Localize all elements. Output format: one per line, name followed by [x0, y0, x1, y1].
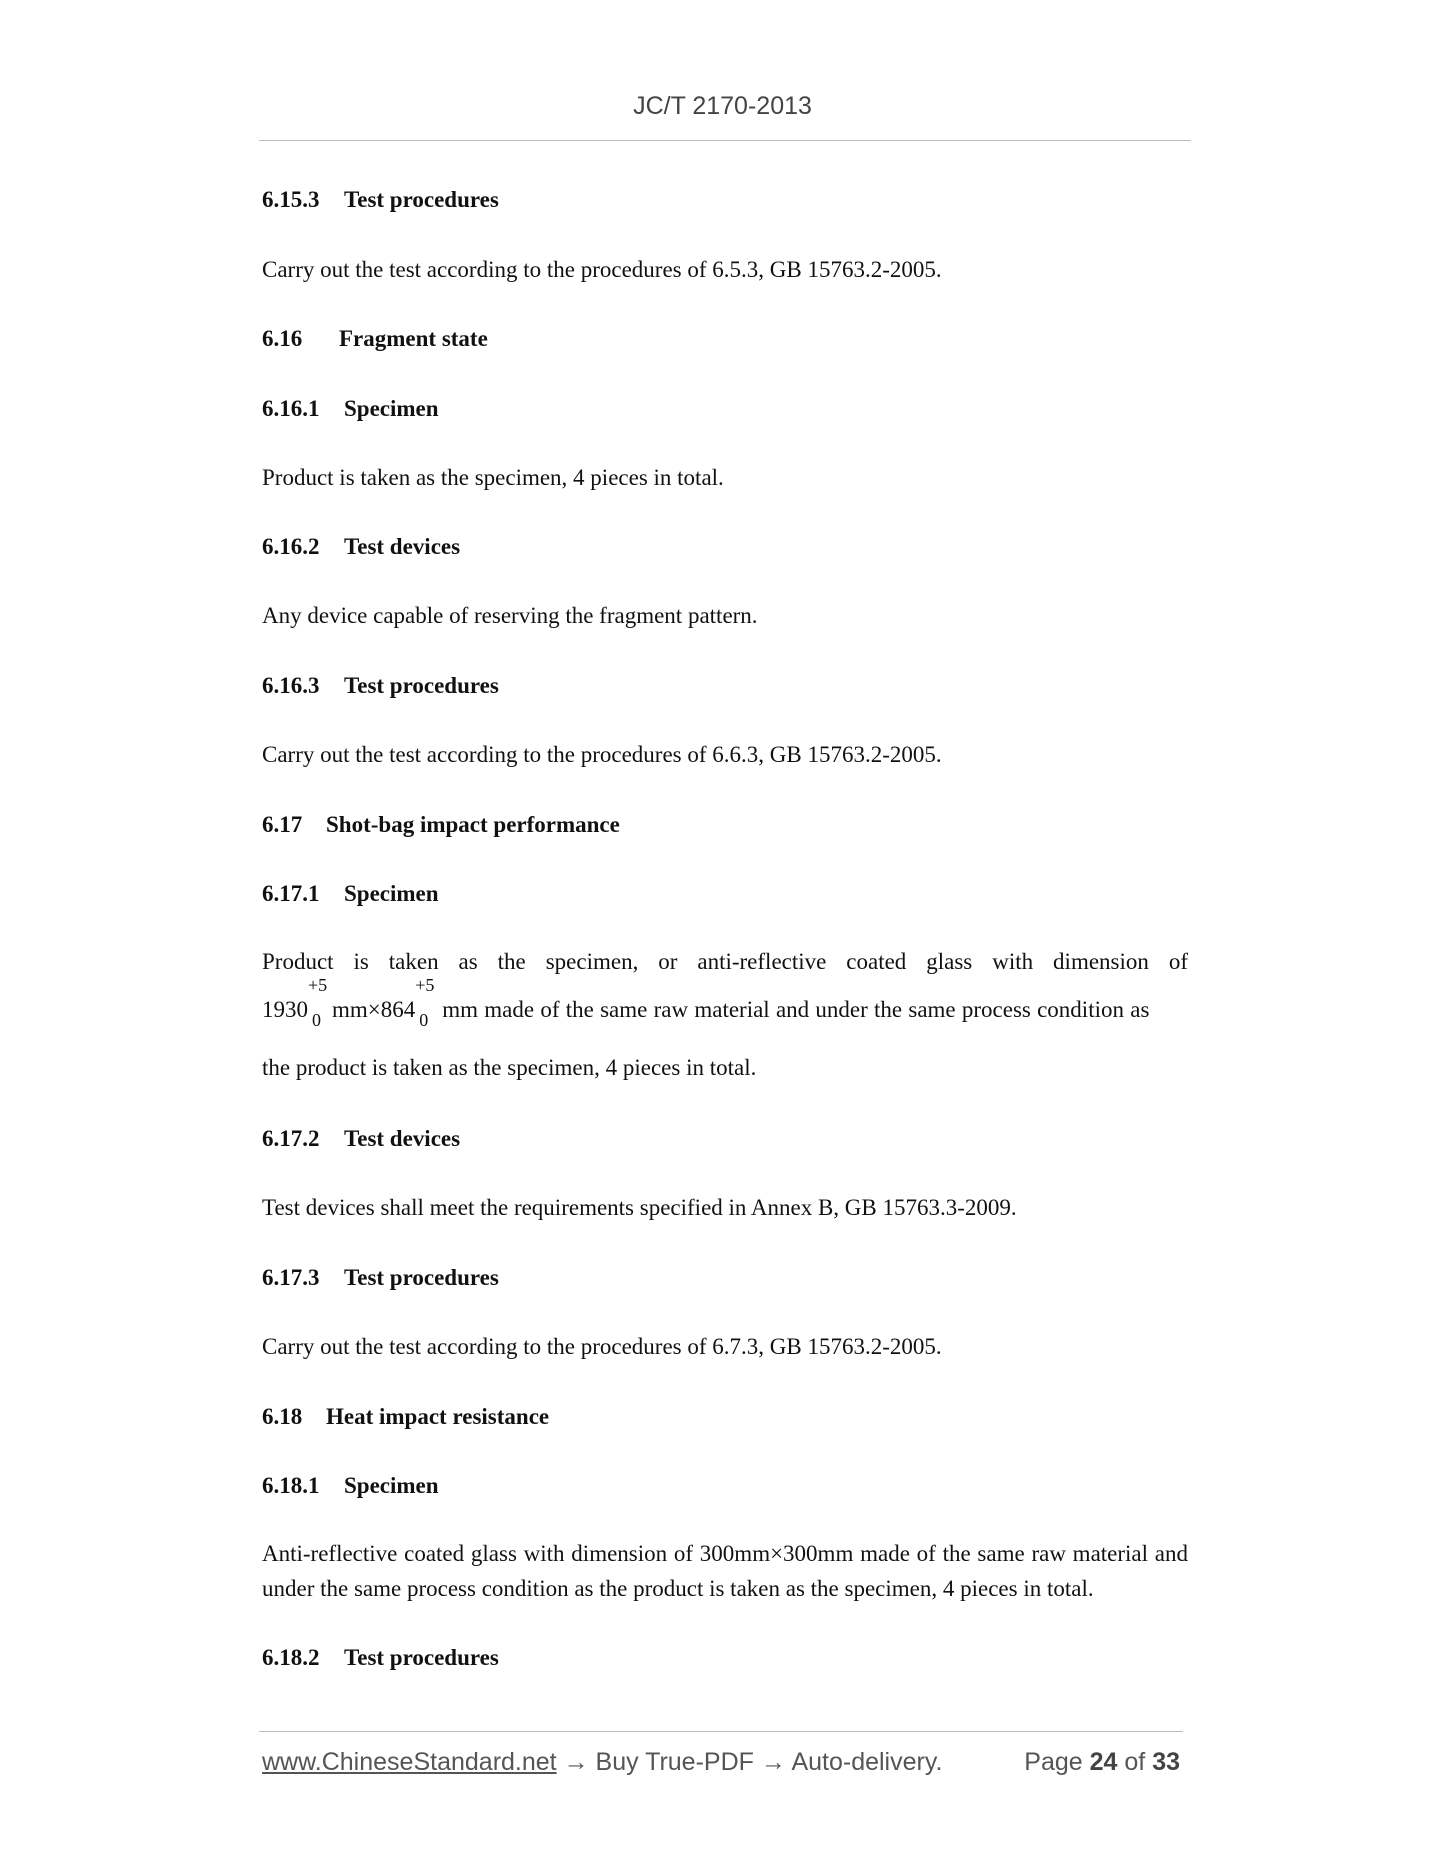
- heading-6-15-3: [262, 185, 499, 215]
- heading-6-18-2: [262, 1643, 499, 1673]
- section-number: 6.17.3: [262, 1265, 320, 1290]
- of-label: of: [1124, 1748, 1146, 1776]
- tolerance-lower: 0: [312, 1010, 321, 1030]
- section-number: 6.18.1: [262, 1473, 320, 1498]
- heading-6-16-1: [262, 394, 439, 424]
- section-number: 6.17.2: [262, 1126, 320, 1151]
- auto-delivery-text: Auto-delivery.: [791, 1748, 943, 1776]
- total-page-count: 33: [1152, 1748, 1180, 1776]
- current-page-number: 24: [1089, 1748, 1118, 1776]
- paragraph: Carry out the test according to the procedures of 6.6.3, GB 15763.2-2005.: [262, 742, 942, 767]
- section-number: 6.16.2: [262, 534, 320, 559]
- section-title: Specimen: [344, 396, 439, 421]
- section-title: Test procedures: [344, 673, 499, 698]
- heading-6-16-3: [262, 671, 499, 701]
- heading-6-16: [262, 324, 488, 354]
- specimen-paragraph-line-1: Product is taken as the specimen, or anti-reflective coated glass with dimension of: [262, 949, 1188, 974]
- section-title: Fragment state: [339, 326, 488, 351]
- section-number: 6.16.3: [262, 673, 320, 698]
- section-title: Test procedures: [344, 1645, 499, 1670]
- specimen-paragraph-line-2: [262, 975, 1188, 1030]
- heading-6-18: [262, 1402, 549, 1432]
- arrow-icon: →: [760, 1748, 786, 1776]
- dimension-length: 1930: [262, 997, 308, 1022]
- buy-true-pdf-link[interactable]: Buy True-PDF: [595, 1748, 754, 1776]
- section-number: 6.16: [262, 326, 303, 351]
- specimen-paragraph-line-3: the product is taken as the specimen, 4 pieces in total.: [262, 1055, 757, 1080]
- heading-6-16-2: [262, 532, 460, 562]
- arrow-icon: →: [563, 1748, 589, 1776]
- paragraph: Test devices shall meet the requirements specified in Annex B, GB 15763.3-2009.: [262, 1195, 1017, 1220]
- tolerance-upper: +5: [415, 975, 435, 995]
- dimension-width: mm×864: [332, 997, 416, 1022]
- tolerance-stack-2: [415, 975, 439, 1030]
- paragraph: Carry out the test according to the procedures of 6.7.3, GB 15763.2-2005.: [262, 1334, 942, 1359]
- page-indicator: [1024, 1748, 1180, 1777]
- tolerance-upper: +5: [308, 975, 328, 995]
- paragraph: Carry out the test according to the procedures of 6.5.3, GB 15763.2-2005.: [262, 257, 942, 282]
- tolerance-lower: 0: [419, 1010, 429, 1030]
- paragraph: Any device capable of reserving the fragment pattern.: [262, 603, 758, 628]
- heading-6-17-3: [262, 1263, 499, 1293]
- section-number: 6.17.1: [262, 881, 320, 906]
- paragraph: Anti-reflective coated glass with dimension of 300mm×300mm made of the same raw material and under the same process condition as the product is taken as the specimen, 4 pieces in total.: [262, 1541, 1188, 1601]
- section-number: 6.17: [262, 812, 303, 837]
- section-number: 6.18.2: [262, 1645, 320, 1670]
- section-number: 6.16.1: [262, 396, 320, 421]
- section-title: Test procedures: [344, 187, 499, 212]
- section-title: Heat impact resistance: [326, 1404, 550, 1429]
- page-label: Page: [1024, 1748, 1083, 1776]
- heading-6-17: [262, 810, 620, 840]
- heading-6-17-1: [262, 879, 439, 909]
- document-header-code: JC/T 2170-2013: [633, 92, 812, 120]
- section-title: Specimen: [344, 1473, 439, 1498]
- heading-6-18-1: [262, 1471, 439, 1501]
- section-number: 6.15.3: [262, 187, 320, 212]
- page-footer: [262, 1748, 1182, 1777]
- section-title: Specimen: [344, 881, 439, 906]
- section-number: 6.18: [262, 1404, 303, 1429]
- tolerance-stack-1: [308, 975, 332, 1030]
- header-divider: [259, 140, 1191, 141]
- section-title: Shot-bag impact performance: [326, 812, 620, 837]
- heading-6-17-2: [262, 1124, 460, 1154]
- section-title: Test devices: [344, 534, 461, 559]
- section-title: Test devices: [344, 1126, 461, 1151]
- paragraph: Product is taken as the specimen, 4 pieces in total.: [262, 465, 724, 490]
- footer-divider: [259, 1731, 1183, 1732]
- section-title: Test procedures: [344, 1265, 499, 1290]
- website-link[interactable]: www.ChineseStandard.net: [262, 1748, 557, 1776]
- specimen-paragraph-rest: mm made of the same raw material and under the same process condition as: [442, 997, 1150, 1022]
